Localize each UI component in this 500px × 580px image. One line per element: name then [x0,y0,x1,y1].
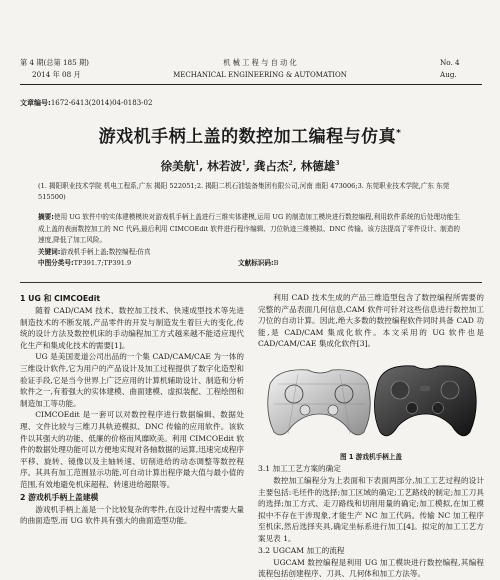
article-number-value: 1672-6413(2014)04-0183-02 [50,99,153,107]
journal-name-cn: 机 械 工 程 与 自 动 化 [223,58,297,67]
journal-name-en: MECHANICAL ENGINEERING & AUTOMATION [173,71,347,79]
clc-value: TP391.7;TP391.9 [73,259,132,268]
issue-no-en: No. 4 [440,58,460,67]
body-column-right [258,292,484,580]
body-column-left [20,292,244,527]
abstract-text: 使用 UG 软件中的实体建模模块对游戏机手柄上盖进行三维实体建模,运用 UG 的制造加工模块进行数控编程,利用软件系统的后处理功能生成上盖的表面数控加工的 NC 代码,最后利用 CIMCOEdit 软件进行程序编辑、刀位轨迹三维模拟、DNC 传输。该方法提高了零件设计、制造的速度,降低了加工风险。 [38,213,460,245]
issue-month-en: Aug. [440,70,457,79]
section-heading: 2 游戏机手柄上盖建模 [20,492,99,502]
author-name: 林若波 [207,159,242,173]
article-number-label: 文章编号: [20,99,51,107]
clc-label: 中图分类号: [38,259,74,268]
header-rule [20,84,482,85]
author-list: 徐美航$^1$, 林若波$^1$, 龚占杰$^2$, 林德雄$^3$ [160,159,340,173]
keywords-text: 游戏机手柄上盖;数控编程;仿真 [60,247,151,256]
body-paragraph: 利用 CAD 技术生成的产品三维造型包含了数控编程所需要的完整的产品表面几何信息,CAM 软件可针对这些信息进行数控加工刀位的自动计算。因此,绝大多数的数控编程软件同时具备 CAD 功能,是 CAD/CAM 集成化软件。本文采用的 UG 软件也是 CAD/CAM/CAE 集成化软件[3]。 [258,293,484,349]
author-name: 龚占杰 [254,159,289,173]
subsection-heading: 3.2 UGCAM 加工的流程 [258,545,345,555]
article-number [20,98,152,108]
body-paragraph: CIMCOEdit 是一套可以对数控程序进行数据编辑、数据处理、文件比较与三维刀具轨迹模拟、DNC 传输的应用软件。该软件以其强大的功能、低廉的价格而风靡欧美。利用 CIMCOEdit 软件的数据处理功能可以方便地实现对各轴数据的运算,迅速完成程序平移、旋转、镜像以及主轴转速、切削进给的动态调整等数控程序。其具有加工范围显示功能,可自动计算出程序最大值与最小值的范围,有效地避免机床超程、转速进给超限等。 [20,410,244,489]
subsection-heading: 3.1 加工工艺方案的确定 [258,463,341,473]
keywords [38,247,460,259]
author-name: 徐美航 [160,159,196,173]
keywords-label: 关键词: [38,247,61,256]
issue-date: 2014 年 08 月 [32,70,81,79]
paper-title-text: 游戏机手柄上盖的数控加工编程与仿真 [98,127,397,147]
issue-number: 第 4 期(总第 185 期) [20,58,89,67]
doc-code-label: 文献标识码: [238,259,274,268]
issue-info [20,57,89,81]
gamepad-shaded [374,366,476,436]
journal-name [150,57,370,81]
abstract-rule [20,282,482,283]
body-paragraph: UG 是美国麦道公司出品的一个集 CAD/CAM/CAE 为一体的三维设计软件,它为用户的产品设计及加工过程提供了数字化造型和验证手段,它是当今世界上广泛应用的计算机辅助设计、制造和分析软件之一,有着强大的实体建模、曲面建模、虚拟装配、工程绘图和制造加工等功能。 [20,352,244,408]
doc-code-value: B [273,259,279,268]
body-paragraph: 数控加工编程分为上表面和下表面两部分,加工工艺过程的设计主要包括:毛坯件的选择;加工区域的确定;工艺路线的制定;加工刀具的选择;加工方式、走刀路线和切削用量的确定;加工模拟,在加工模拟中不存在干涉现象,才能生产 NC 加工代码。传输 NC 加工程序至机床,然后选择夹具,确定坐标系进行加工[4]。拟定的加工工艺方案见表 1。 [258,475,484,543]
abstract-block [38,212,460,270]
body-paragraph: 随着 CAD/CAM 技术、数控加工技术、快速成型技术等先进制造技术的不断发展,产品零件的开发与制造发生着巨大的变化,传统的设计方法及数控机床的手动编程加工方式越来越不能适应现代化生产和集成化技术的需要[1]。 [20,306,244,350]
issue-info-en [440,57,482,81]
abstract-label: 摘要: [38,213,54,221]
gamepad-wireframe [268,370,371,435]
author-name: 林德雄 [300,159,336,173]
abstract [38,212,460,247]
section-heading: 1 UG 和 CIMCOEdit [20,294,101,303]
figure-caption: 图 1 游戏机手柄上盖 [340,452,402,461]
gamepad-illustration [258,354,484,450]
author-affil-mark: 1 [195,160,200,168]
body-paragraph: UGCAM 数控编程是利用 UG 加工模块进行数控编程,其编程流程包括创建程序、刀具、几何体和加工方法等。 [258,557,484,579]
author-affil-mark: 3 [335,160,340,168]
title-footnote-mark: * [396,128,402,139]
figure-gamepad [258,354,484,450]
author-affil-mark: 1 [241,160,246,168]
paper-title [0,122,500,147]
classification [38,258,460,270]
author-affil-mark: 2 [288,160,293,168]
body-paragraph: 游戏机手柄上盖是一个比较复杂的零件,在设计过程中需要大量的曲面造型,而 UG 软件具有强大的曲面造型功能。 [20,504,244,526]
affiliations: (1. 揭阳职业技术学院 机电工程系,广东 揭阳 522051;2. 揭阳二机石油装备集团有限公司,河南 南阳 473006;3. 东莞职业技术学院,广东 东莞 515500) [38,182,450,201]
